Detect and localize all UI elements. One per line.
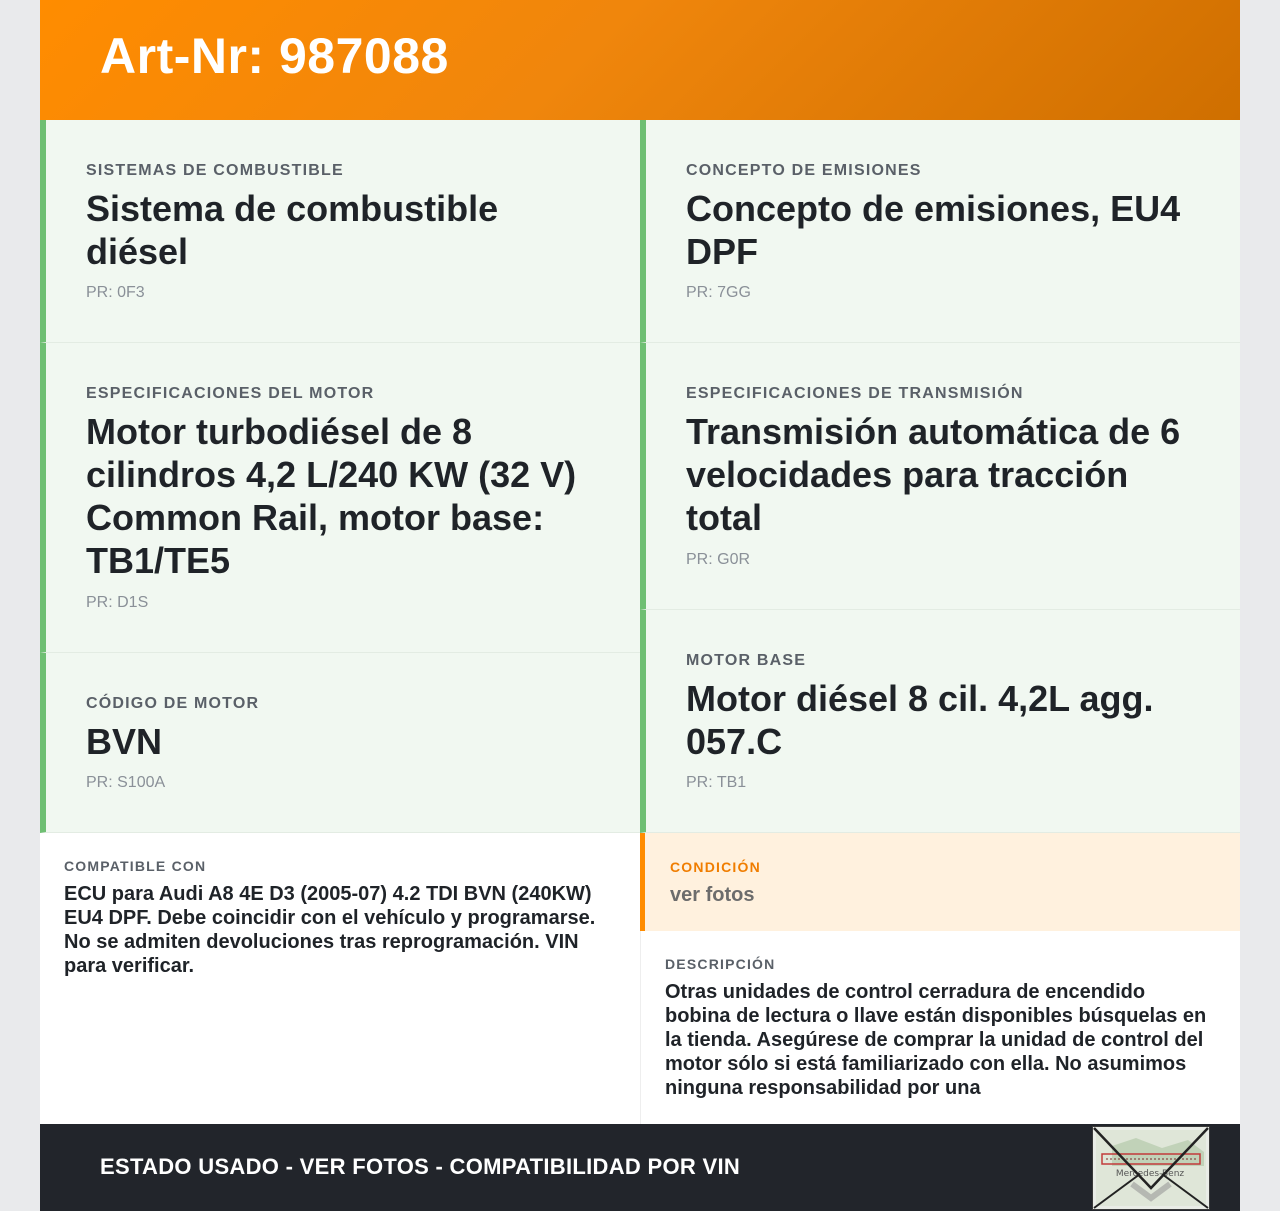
emissions-card	[640, 120, 1240, 343]
base-engine-card	[640, 610, 1240, 833]
card-label: ESPECIFICACIONES DEL MOTOR	[86, 385, 375, 402]
stamp-text: Mercedes-Benz	[1115, 1169, 1185, 1179]
article-number-title: Art-Nr: 987088	[100, 28, 449, 84]
fuel-system-card	[40, 120, 640, 343]
card-title: Concepto de emisiones, EU4 DPF	[686, 188, 1181, 272]
card-pr-code: PR: D1S	[86, 594, 149, 611]
card-label: CÓDIGO DE MOTOR	[86, 695, 260, 712]
product-sheet	[40, 0, 1240, 1211]
card-pr-code: PR: TB1	[686, 774, 747, 791]
card-label: SISTEMAS DE COMBUSTIBLE	[86, 162, 344, 179]
card-title: Motor turbodiésel de 8 cilindros 4,2 L/240 KW (32 V) Common Rail, motor base: TB1/TE5	[86, 411, 577, 581]
compatible-text: ECU para Audi A8 4E D3 (2005-07) 4.2 TDI BVN (240KW) EU4 DPF. Debe coincidir con el vehículo y programarse. No se admiten devoluciones tras reprogramación. VIN para verificar.	[64, 883, 596, 977]
card-pr-code: PR: S100A	[86, 774, 166, 791]
header-banner	[40, 0, 1240, 120]
card-title: Motor diésel 8 cil. 4,2L agg. 057.C	[686, 678, 1154, 762]
transmission-card	[640, 343, 1240, 610]
card-pr-code: PR: G0R	[686, 551, 751, 568]
card-title: Transmisión automática de 6 velocidades para tracción total	[686, 411, 1181, 538]
condition-value: ver fotos	[670, 884, 755, 906]
description-label: DESCRIPCIÓN	[665, 956, 776, 972]
footer-status-text: ESTADO USADO - VER FOTOS - COMPATIBILIDAD POR VIN	[100, 1154, 741, 1179]
card-pr-code: PR: 7GG	[686, 284, 751, 301]
description-text: Otras unidades de control cerradura de encendido bobina de lectura o llave están disponibles búsquelas en la tienda. Asegúrese de comprar la unidad de control del motor sólo si está familiarizado con ella. No asumimos ninguna responsabilidad por una	[665, 981, 1207, 1099]
card-pr-code: PR: 0F3	[86, 284, 145, 301]
card-label: ESPECIFICACIONES DE TRANSMISIÓN	[686, 385, 1024, 402]
card-title: Sistema de combustible diésel	[86, 188, 499, 272]
compatible-label: COMPATIBLE CON	[64, 858, 207, 874]
card-title: BVN	[86, 721, 163, 762]
envelope-label-icon	[1092, 1126, 1210, 1210]
card-label: CONCEPTO DE EMISIONES	[686, 162, 922, 179]
card-label: MOTOR BASE	[686, 652, 807, 669]
description-section	[640, 931, 1240, 1124]
condition-label: CONDICIÓN	[670, 859, 761, 875]
condition-section	[640, 833, 1240, 931]
engine-spec-card	[40, 343, 640, 653]
footer-bar	[40, 1124, 1240, 1211]
engine-code-card	[40, 653, 640, 833]
compatible-section	[40, 833, 640, 1124]
